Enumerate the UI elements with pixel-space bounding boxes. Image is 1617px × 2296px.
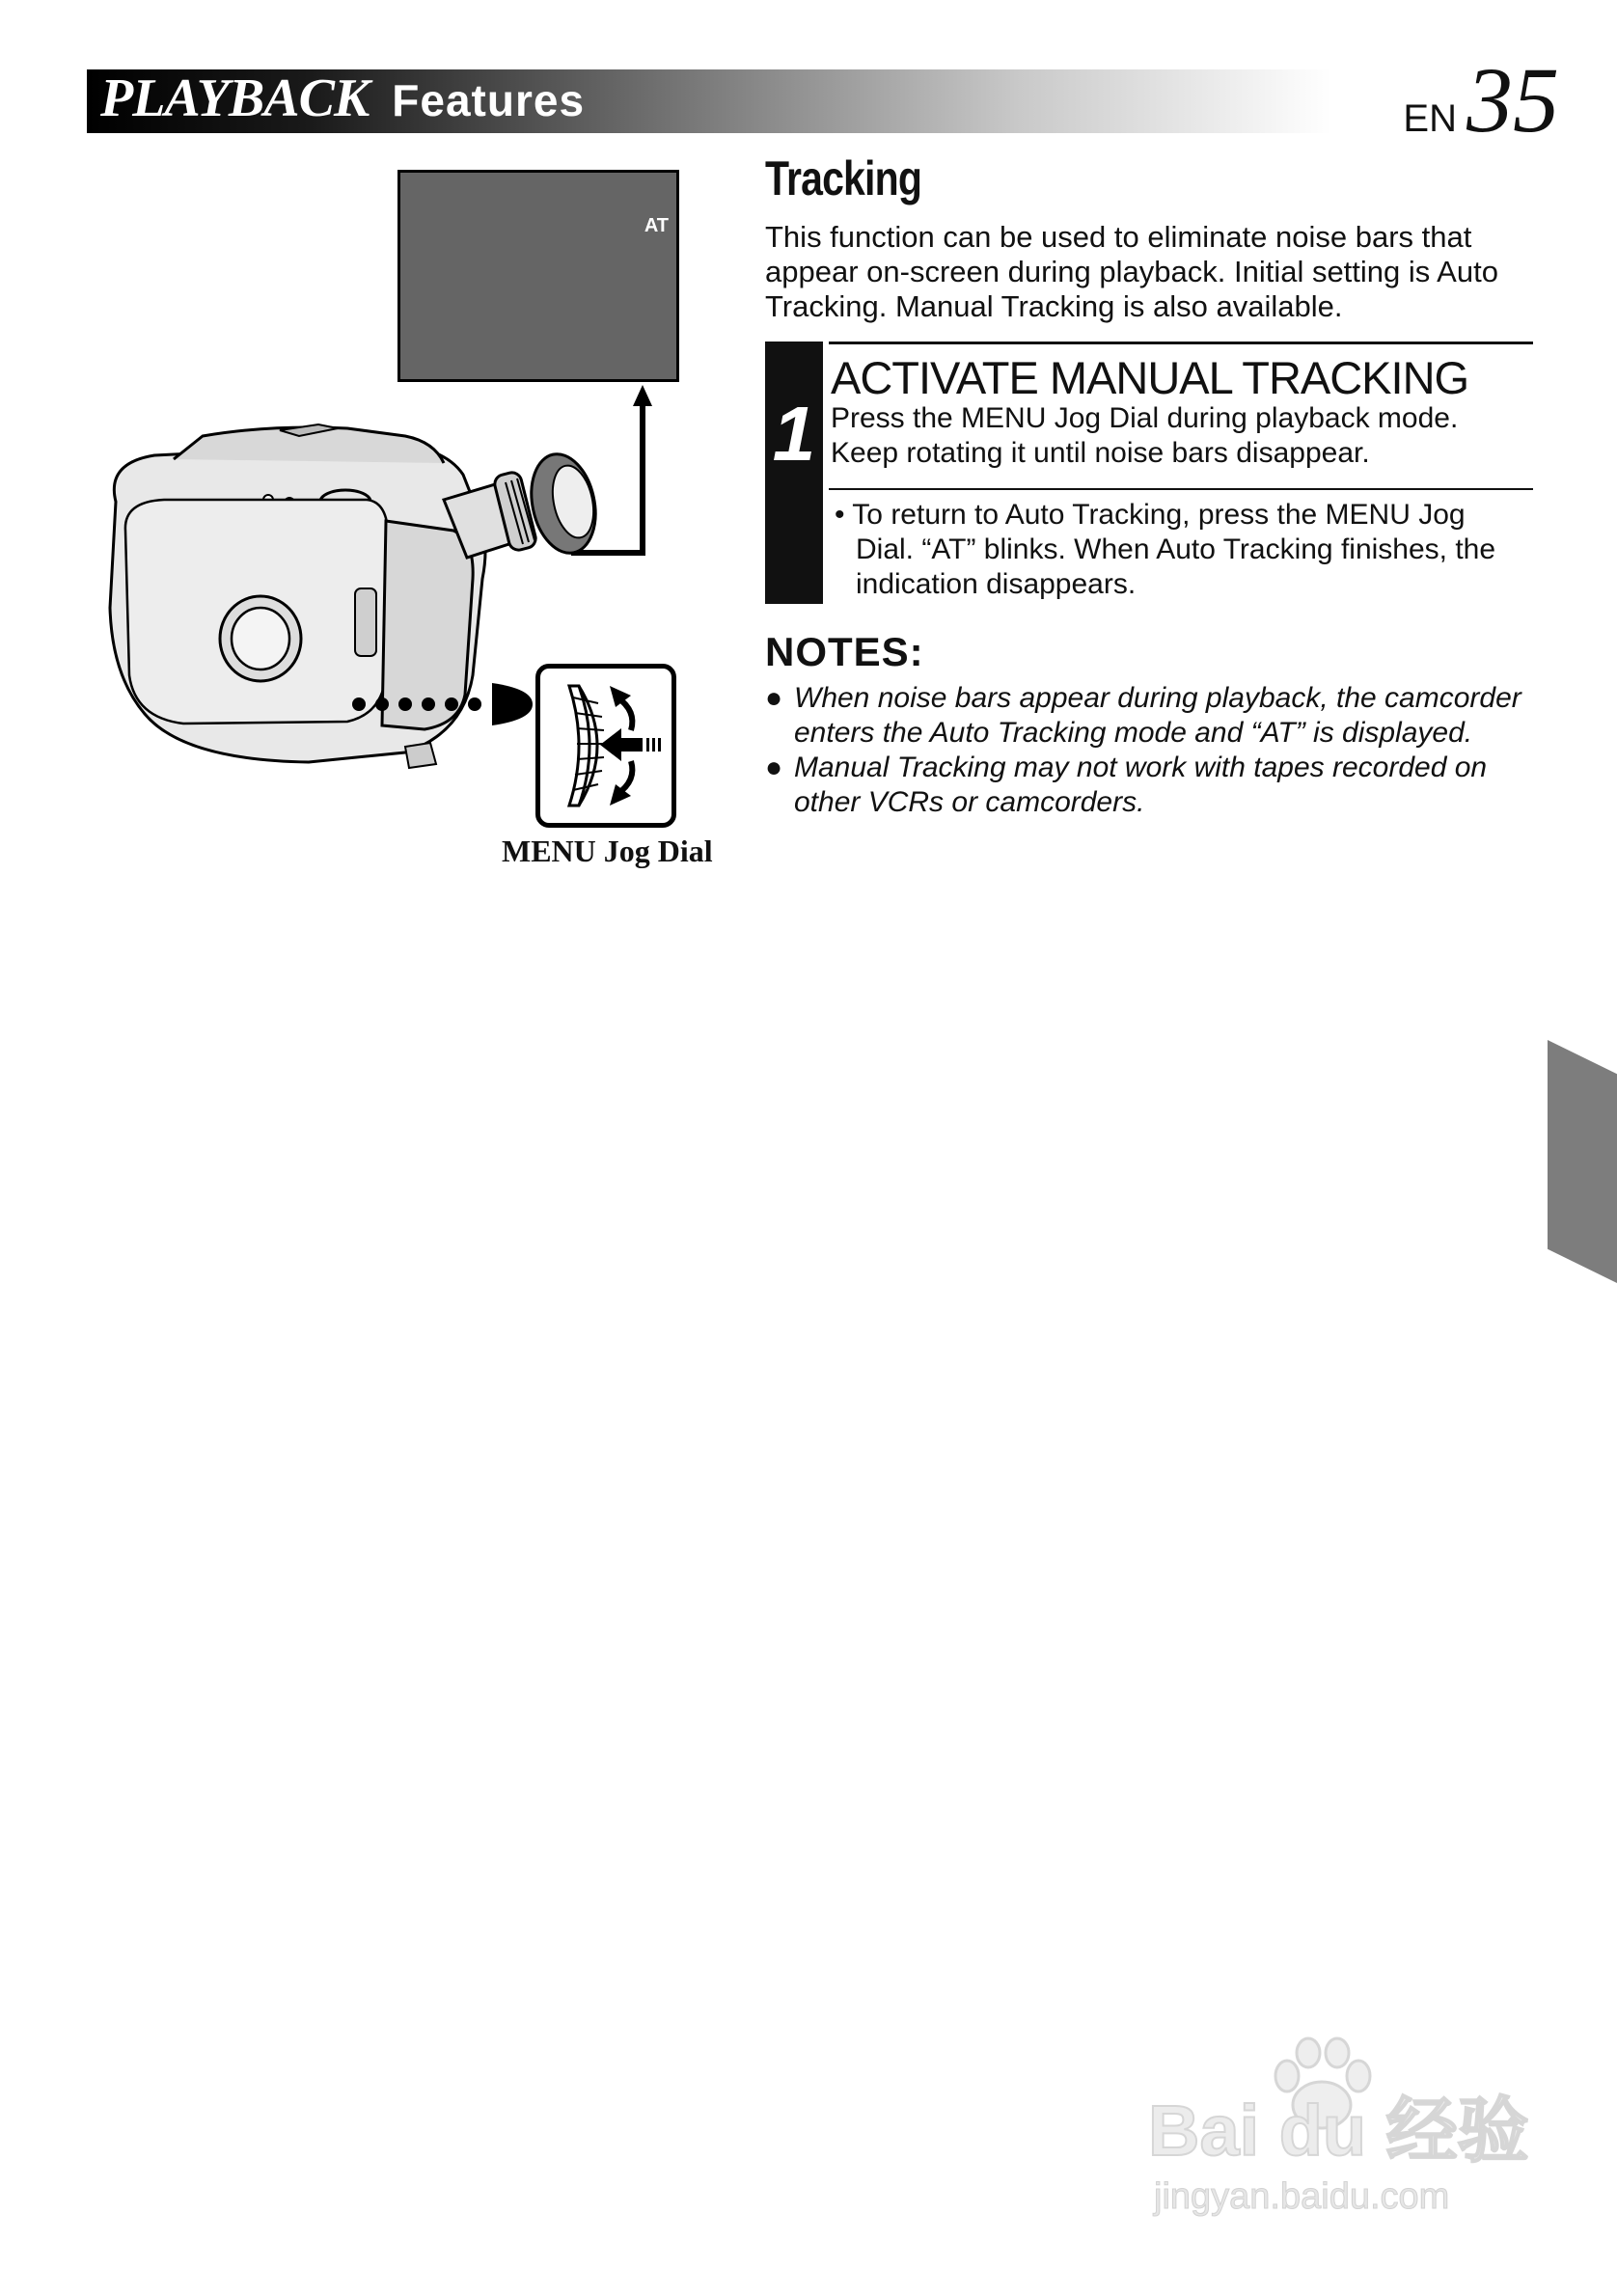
jog-dial-icon xyxy=(540,669,671,823)
step-rule-top xyxy=(829,342,1533,344)
note-text: Manual Tracking may not work with tapes recorded on other VCRs or camcorders. xyxy=(794,752,1488,818)
step-divider xyxy=(829,488,1533,490)
step-heading: ACTIVATE MANUAL TRACKING xyxy=(831,352,1469,403)
section-title: Tracking xyxy=(765,151,922,205)
tracking-indicator: AT xyxy=(644,215,669,236)
menu-jog-dial-diagram xyxy=(535,664,676,828)
watermark-url: jingyan.baidu.com xyxy=(1154,2176,1450,2217)
bullet-dot-icon: ● xyxy=(765,682,783,714)
step-number: 1 xyxy=(765,342,823,604)
viewfinder-screen-illustration xyxy=(397,170,679,382)
header-title-sub: Features xyxy=(392,75,586,125)
watermark-logo: Bai du 经验 xyxy=(1148,2091,1529,2171)
language-code: EN xyxy=(1403,97,1457,140)
notes-heading: NOTES: xyxy=(765,629,924,674)
chapter-side-tab xyxy=(1548,1040,1617,1283)
note-item xyxy=(765,751,1537,820)
dotted-pointer-arrow-icon xyxy=(347,675,540,733)
note-text: When noise bars appear during playback, the camcorder enters the Auto Tracking mode and “AT” is displayed. xyxy=(794,682,1521,749)
page-number xyxy=(1403,48,1559,151)
step-1-block xyxy=(765,342,1533,604)
bullet-dot-icon: ● xyxy=(765,752,783,783)
page-number-value: 35 xyxy=(1466,48,1559,151)
note-item xyxy=(765,681,1537,751)
jog-dial-caption: MENU Jog Dial xyxy=(502,834,713,868)
notes-list xyxy=(765,681,1537,820)
step-instructions: Press the MENU Jog Dial during playback mode. Keep rotating it until noise bars disappear. xyxy=(831,402,1459,469)
step-note-bullet: • To return to Auto Tracking, press the MENU Jog Dial. “AT” blinks. When Auto Tracking finishes, the indication disappears. xyxy=(835,499,1496,600)
intro-paragraph: This function can be used to eliminate noise bars that appear on-screen during playback. Initial setting is Auto Tracking. Manual Tracking is also available. xyxy=(765,220,1498,323)
page-header-title xyxy=(100,68,585,135)
header-title-main: PLAYBACK xyxy=(100,68,370,128)
